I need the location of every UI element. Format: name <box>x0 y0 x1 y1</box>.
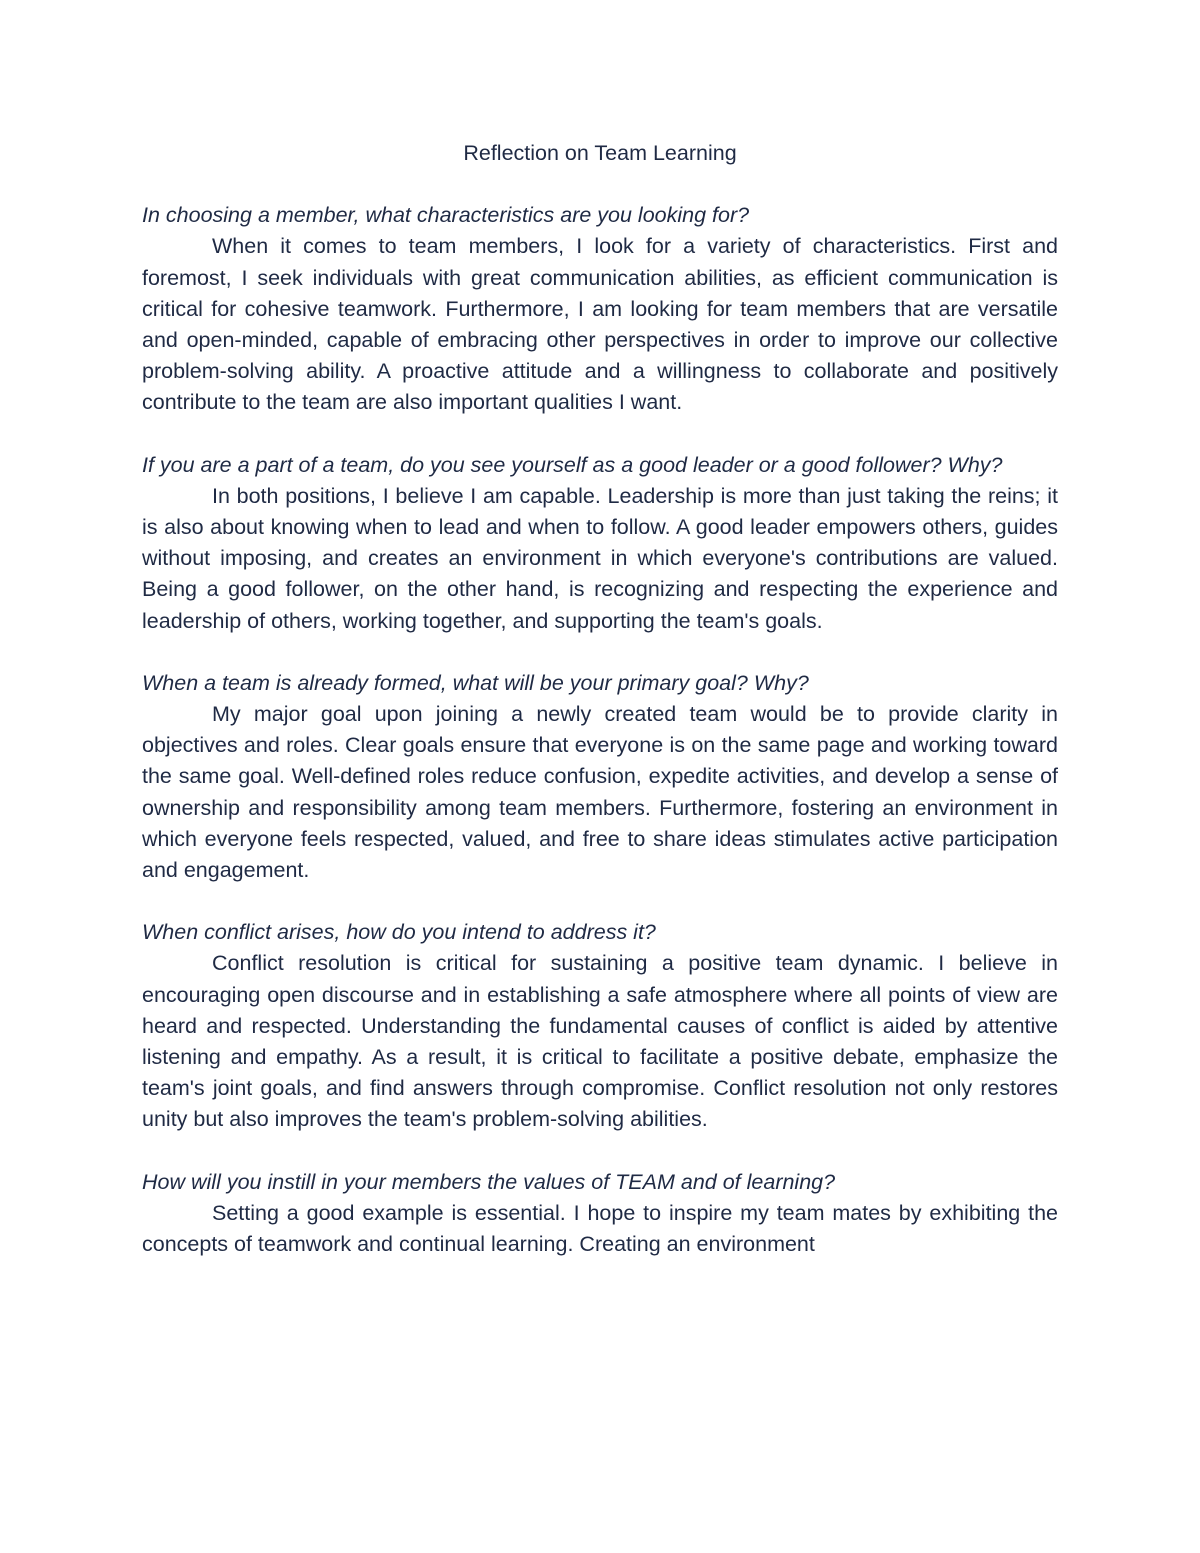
answer-text: In both positions, I believe I am capable. Leadership is more than just taking the reins; it is also about knowing when to lead and when to follow. A good leader empowers others, guides without imposing, and creates an environment in which everyone's contributions are valued. Being a good follower, on the other hand, is recognizing and respecting the experience and leadership of others, working together, and supporting the team's goals. <box>142 483 1058 633</box>
answer-text: Setting a good example is essential. I hope to inspire my team mates by exhibiting the concepts of teamwork and continual learning. Creating an environment <box>142 1200 1058 1257</box>
page-title: Reflection on Team Learning <box>463 141 737 165</box>
qa-section-1 <box>142 200 1058 418</box>
answer-text: Conflict resolution is critical for sustaining a positive team dynamic. I believe in encouraging open discourse and in establishing a safe atmosphere where all points of view are heard and respected. Understanding the fundamental causes of conflict is aided by attentive listening and empathy. As a result, it is critical to facilitate a positive debate, emphasize the team's joint goals, and find answers through compromise. Conflict resolution not only restores unity but also improves the team's problem-solving abilities. <box>142 951 1058 1132</box>
question-text: When a team is already formed, what will be your primary goal? Why? <box>142 670 809 695</box>
answer-text: My major goal upon joining a newly created team would be to provide clarity in objectives and roles. Clear goals ensure that everyone is on the same page and working toward the same goal. Well-defined roles reduce confusion, expedite activities, and develop a sense of ownership and responsibility among team members. Furthermore, fostering an environment in which everyone feels respected, valued, and free to share ideas stimulates active participation and engagement. <box>142 702 1058 883</box>
qa-section-5 <box>142 1167 1058 1261</box>
question-text: If you are a part of a team, do you see yourself as a good leader or a good follower? Why? <box>142 452 1003 477</box>
qa-section-2 <box>142 450 1058 637</box>
question-text: How will you instill in your members the values of TEAM and of learning? <box>142 1169 836 1194</box>
document-page <box>142 138 1058 1291</box>
question-text: In choosing a member, what characteristics are you looking for? <box>142 203 750 228</box>
qa-section-4 <box>142 917 1058 1135</box>
qa-section-3 <box>142 668 1058 886</box>
question-text: When conflict arises, how do you intend to address it? <box>142 920 656 945</box>
answer-text: When it comes to team members, I look for a variety of characteristics. First and foremost, I seek individuals with great communication abilities, as efficient communication is critical for cohesive teamwork. Furthermore, I am looking for team members that are versatile and open-minded, capable of embracing other perspectives in order to improve our collective problem-solving ability. A proactive attitude and a willingness to collaborate and positively contribute to the team are also important qualities I want. <box>142 234 1058 415</box>
